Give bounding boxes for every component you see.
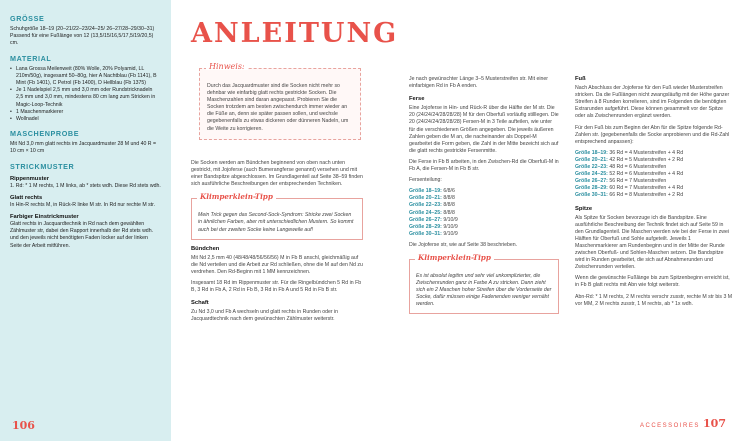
- tip-title: Klimperklein-Tipp: [197, 193, 276, 200]
- size-value: 66 Rd = 8 Musterstreifen + 2 Rd: [609, 192, 684, 199]
- pattern-text-glatt: In Hin-R rechts M, in Rück-R linke M str. In Rd nur rechte M str.: [10, 201, 155, 208]
- list-item: • Je 1 Nadelspiel 2,5 mm und 3,0 mm oder Rundstricknadeln 2,5 mm und 3,0 mm, mindestens 80 cm lang zum Stricken in Magic-Loop-Technik: [10, 87, 161, 109]
- hinweis-box: [199, 62, 361, 140]
- heading-schaft: Schaft: [191, 300, 209, 307]
- pattern-title-rippen: Rippenmuster: [10, 175, 49, 182]
- page-title: ANLEITUNG: [191, 18, 399, 49]
- heading-spitze: Spitze: [575, 205, 593, 212]
- size-label: Größe 24–25:: [575, 171, 608, 178]
- list-item: [575, 192, 733, 199]
- tip-title: Klimperklein-Tipp: [415, 254, 494, 261]
- material-list: [10, 66, 161, 124]
- size-label: Größe 20–21:: [409, 195, 442, 202]
- column-2: [409, 76, 559, 320]
- intro-text: Die Socken werden am Bündchen beginnend von oben nach unten gestrickt, mit Jojoferse (auch Bumerangferse genannt) versehen und mit einer Bandspitze abgeschlossen. Im Grundlagenteil auf Seite 38–59 finden sich ausführliche Beschreibungen der entsprechenden Techniken.: [191, 160, 363, 188]
- size-value: 52 Rd = 6 Musterstreifen + 4 Rd: [609, 171, 684, 178]
- column-3: [575, 76, 733, 312]
- fuss-text-2: Für den Fuß bis zum Beginn der Abn für die Spitze folgende Rd-Zahlen str. (gegebenenfalls die Socke anprobieren und die Rd-Zahl entsprechend anpassen):: [575, 124, 730, 145]
- page-number-left: 106: [12, 419, 35, 432]
- list-item: [409, 217, 559, 224]
- size-label: Größe 22–23:: [575, 164, 608, 171]
- size-value: 9/10/9: [443, 230, 458, 237]
- hinweis-text: Durch das Jacquardmuster sind die Socken nicht mehr so dehnbar wie einfarbig glatt rechts gestrickte Socken. Die Maschenzahlen sind daran angepasst. Probieren Sie die Socken trotzdem am besten zwischendurch immer wieder an die Füße an, denn sie später passen sollen, und wechsle gegebenenfalls zu etwas dickeren oder dünneren Nadeln, um die Weite zu korrigieren.: [207, 83, 349, 132]
- size-value: 56 Rd = 7 Musterstreifen: [609, 178, 667, 185]
- size-label: Größe 22–23:: [409, 202, 442, 209]
- ferse-text-3: Die Jojoferse str, wie auf Seite 38 beschrieben.: [409, 241, 518, 248]
- list-item: • Lana Grossa Meilenweit (80% Wolle, 20% Polyamid, LL 210m/50g), insgesamt 50–80g, hier A Nachtblau (Fb 1141), B Mint (Fb 1401), C Petrol (Fb 1400), D Hellblau (Fb 1375): [10, 66, 161, 88]
- sidebar: [0, 0, 171, 441]
- ferse-text-1: Eine Jojoferse in Hin- und Rück-R über die Hälfte der M str. Die 20 (24/24/24/28/28/28) M für den Oberfuß vorläufig stilllegen. Die 20 (24/24/24/28/28/28) Fersen-M in 3 Teile aufteilen, wie unter für die verschiedenen Größen angegeben. Die jeweils äußeren Zahlen geben die M an, die nacheinander als Doppel-M gearbeitet die Form geben, die Zahl in der Mitte bezeicht sich auf die glatt rechts gestrickte Fersenmitte.: [409, 105, 559, 154]
- pattern-text-farbig: Glatt rechts in Jacquardtechnik in Rd nach dem gewählten Zählmuster str, dabei den Rapport innerhalb der Rd stets wdh. und den jeweils nicht benötigten Faden locker auf der linken Seite der Arbeit mitführen.: [10, 221, 154, 249]
- size-label: Größe 24–25:: [409, 209, 442, 216]
- pattern-title-glatt: Glatt rechts: [10, 194, 43, 201]
- section-heading-maschenprobe: MASCHENPROBE: [10, 129, 80, 139]
- heading-buendchen: Bündchen: [191, 245, 220, 252]
- list-item: • 1 Maschenmarkierer: [10, 109, 161, 116]
- size-label: Größe 18–19:: [409, 188, 442, 195]
- fersenteilung-label: Fersenteilung:: [409, 177, 442, 184]
- size-text: Schuhgröße 18–19 (20–21/22–23/24–25/ 26–27/28–29/30–31): [10, 26, 155, 32]
- list-item: [409, 231, 559, 238]
- pattern-title-farbig: Farbiger Einstrickmuster: [10, 214, 79, 221]
- size-label: Größe 26–27:: [409, 216, 442, 223]
- list-item: [575, 164, 733, 171]
- size-label: Größe 28–29:: [409, 223, 442, 230]
- spitze-text-1: Als Spitze für Socken bevorzuge ich die Bandspitze. Eine ausführliche Beschreibung der Technik findet sich auf Seite 59 in den Grundlagenteil. Die Maschen werden wie bei der Ferse in zwei Hälften für Oberfuß und Sohle aufgeteilt. Jeweils 1 Maschenmarkierer am Rundenbeginn und in der Mitte der Runde zwischen Oberfuß- und Sohlen-Maschen setzen. Die Bandspitze wird in Runden gearbeitet, die sich auf Abnahmerunden und Zwischenrunden verteilen.: [575, 214, 729, 271]
- abn-text: Abn-Rd: * 1 M rechts, 2 M rechts verschr zusstr, rechte M str bis 3 M vor MM, 2 M rechts zusstr, 1 M rechts, ab * 1x wdh.: [575, 293, 733, 307]
- tip-box-1: [191, 192, 363, 239]
- tip-box-2: [409, 252, 559, 314]
- list-item: [575, 171, 733, 178]
- buendchen-text-1: Mit Nd 2,5 mm 40 (48/48/48/56/56/56) M in Fb B anschl, gleichmäßig auf die Nd verteilen und die Arbeit zur Rd schließen, ohne die M auf den Nd zu verdrehen. Den Rd-Beginn mit 1 MM kennzeichnen.: [191, 254, 363, 275]
- size-label: Größe 30–31:: [409, 230, 442, 237]
- schaft-text: Zu Nd 3,0 und Fb A wechseln und glatt rechts in Runden oder in Jacquardtechnik nach dem gewünschten Zählmuster weiterstr.: [191, 309, 339, 323]
- buendchen-text-2: Insgesamt 18 Rd im Rippenmuster str. Für die Ringelbündchen 5 Rd in Fb B, 3 Rd in Fb A, 2 Rd in Fb B, 3 Rd in Fb A und 5 Rd in Fb B str.: [191, 280, 362, 294]
- footer-label: ACCESSOIRES: [640, 423, 700, 429]
- size-fit-text: Passend für eine Fußlänge von 12 (13,5/15/16,5/17,5/19/20,5) cm.: [10, 33, 154, 47]
- list-item: [409, 224, 559, 231]
- section-heading-groesse: GRÖSSE: [10, 14, 45, 23]
- size-label: Größe 18–19:: [575, 149, 608, 156]
- gauge-text: Mit Nd 3,0 mm glatt rechts im Jacquardmuster 28 M und 40 R = 10 cm × 10 cm: [10, 141, 157, 155]
- size-value: 6/8/6: [443, 188, 455, 195]
- hinweis-title: Hinweis:: [206, 63, 248, 70]
- main-content: [171, 0, 750, 441]
- list-item: • Wollnadel: [10, 116, 161, 123]
- tip-text: Mein Trick gegen das Second-Sock-Syndrom: Stricke zwei Socken in ähnlichen Farben, aber mit unterschiedlichen Mustern. So kommt auch bei der zweiten Socke keine Langeweile auf!: [198, 212, 354, 233]
- size-value: 60 Rd = 7 Musterstreifen + 4 Rd: [609, 185, 684, 192]
- footer-section-label: [640, 417, 726, 430]
- size-value: 42 Rd = 5 Musterstreifen + 2 Rd: [609, 156, 684, 163]
- heading-ferse: Ferse: [409, 96, 425, 103]
- size-value: 8/8/8: [443, 195, 455, 202]
- heading-fuss: Fuß: [575, 76, 586, 82]
- size-value: 36 Rd = 4 Musterstreifen + 4 Rd: [609, 149, 684, 156]
- list-item: [575, 178, 733, 185]
- spitze-text-2: Wenn die gewünschte Fußlänge bis zum Spitzenbeginn erreicht ist, in Fb B glatt rechts mit Abn wie folgt weiterstr.: [575, 275, 730, 289]
- size-value: 9/10/9: [443, 223, 458, 230]
- size-value: 8/8/8: [443, 209, 455, 216]
- fuss-text-1: Nach Abschluss der Jojoferse für den Fuß wieder Musterstreifen stricken. Da die Fußlängen nicht zwangsläufig mit der Höhe ganzer Streifen à 8 Runden korrelieren, sind im Folgenden die benötigten Extrarunden aufgeführt. Diese können gesammelt vor der Spitze oder als Zwischenrunden ergänzt werden.: [575, 85, 730, 120]
- column-1: [191, 160, 363, 328]
- size-label: Größe 26–27:: [575, 178, 608, 185]
- size-value: 8/8/8: [443, 202, 455, 209]
- pattern-text-rippen: 1. Rd: * 1 M rechts, 1 M links, ab * stets wdh. Diese Rd stets wdh.: [10, 182, 161, 189]
- section-heading-material: MATERIAL: [10, 53, 52, 63]
- size-label: Größe 20–21:: [575, 156, 608, 163]
- list-item: [409, 195, 559, 202]
- section-heading-strickmuster: STRICKMUSTER: [10, 161, 75, 171]
- list-item: [575, 150, 733, 157]
- ferse-text-2: Die Ferse in Fb B arbeiten, in den Zwischen-Rd die Oberfuß-M in Fb A, die Fersen-M in Fb B str.: [409, 158, 559, 173]
- list-item: [575, 157, 733, 164]
- size-value: 9/10/9: [443, 216, 458, 223]
- top-text: Je nach gewünschter Länge 3–5 Musterstreifen str. Mit einer einfarbigen Rd in Fb A enden.: [409, 76, 548, 90]
- list-item: [409, 202, 559, 209]
- size-label: Größe 28–29:: [575, 185, 608, 192]
- page-number-right: 107: [703, 417, 726, 430]
- list-item: [409, 210, 559, 217]
- size-label: Größe 30–31:: [575, 192, 608, 199]
- list-item: [409, 188, 559, 195]
- tip-text: Es ist absolut legitim und sehr viel unkomplizierter, die Zwischenrunden ganz in Farbe A zu stricken. Dann zieht sich ein 2 Maschen hoher Streifen über die Vorderseite der Socke, dafür müssen einige Fadenenden weniger vernäht werden.: [416, 272, 552, 308]
- list-item: [575, 185, 733, 192]
- size-value: 48 Rd = 6 Musterstreifen: [609, 164, 667, 171]
